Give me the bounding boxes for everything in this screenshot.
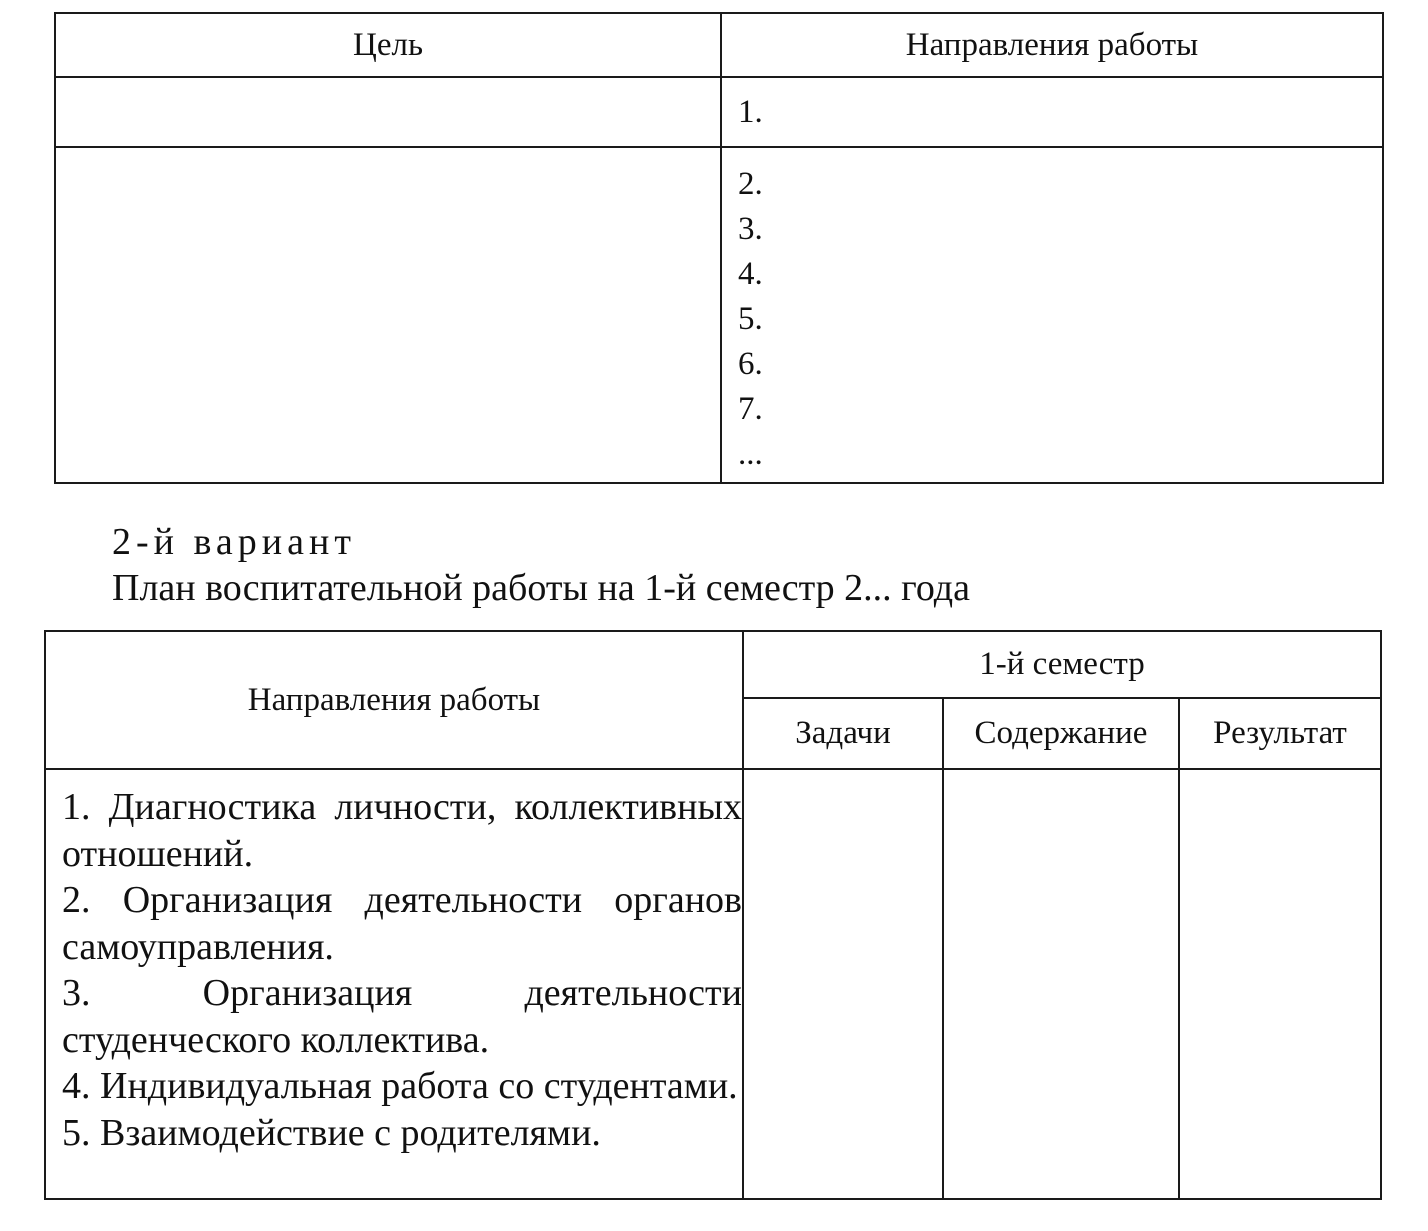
tasks-cell	[743, 769, 943, 1199]
plan-table-row	[45, 769, 1381, 1199]
variant-label: 2-й вариант	[112, 521, 356, 563]
goals-table-row	[55, 77, 1383, 147]
directions-list	[722, 78, 1382, 131]
semester-header: 1-й семестр	[743, 631, 1381, 698]
list-item: 5. Взаимодействие с родителями.	[62, 1111, 601, 1154]
content-cell	[943, 769, 1179, 1199]
tasks-header: Задачи	[743, 698, 943, 769]
list-item: 1.	[738, 94, 763, 130]
list-item: 5.	[738, 301, 763, 337]
list-item: 4. Индивидуальная работа со студентами.	[62, 1065, 738, 1107]
plan-table	[44, 630, 1382, 1200]
goals-table	[54, 12, 1384, 484]
list-item: 2.	[738, 166, 763, 202]
list-item: 4.	[738, 256, 763, 292]
list-item: 3. Организация деятельности студенческого коллектива.	[62, 972, 742, 1061]
directions-text	[46, 770, 742, 1156]
directions-header: Направления работы	[721, 13, 1383, 77]
plan-directions-cell	[45, 769, 743, 1199]
directions-list	[722, 148, 1382, 477]
list-item: ...	[738, 436, 763, 472]
directions-cell	[721, 77, 1383, 147]
list-item: 3.	[738, 211, 763, 247]
list-item: 2. Организация деятельности органов самоуправления.	[62, 879, 742, 968]
goal-cell	[55, 147, 721, 483]
plan-table-header	[45, 631, 1381, 698]
result-cell	[1179, 769, 1381, 1199]
goals-table-row	[55, 147, 1383, 483]
plan-title: План воспитательной работы на 1-й семестр 2... года	[112, 567, 970, 609]
goal-cell	[55, 77, 721, 147]
list-item: 1. Диагностика личности, коллективных отношений.	[62, 786, 742, 875]
plan-directions-header: Направления работы	[45, 631, 743, 769]
list-item: 6.	[738, 346, 763, 382]
goals-table-header	[55, 13, 1383, 77]
directions-cell	[721, 147, 1383, 483]
list-item: 7.	[738, 391, 763, 427]
content-header: Содержание	[943, 698, 1179, 769]
goal-header: Цель	[55, 13, 721, 77]
result-header: Результат	[1179, 698, 1381, 769]
